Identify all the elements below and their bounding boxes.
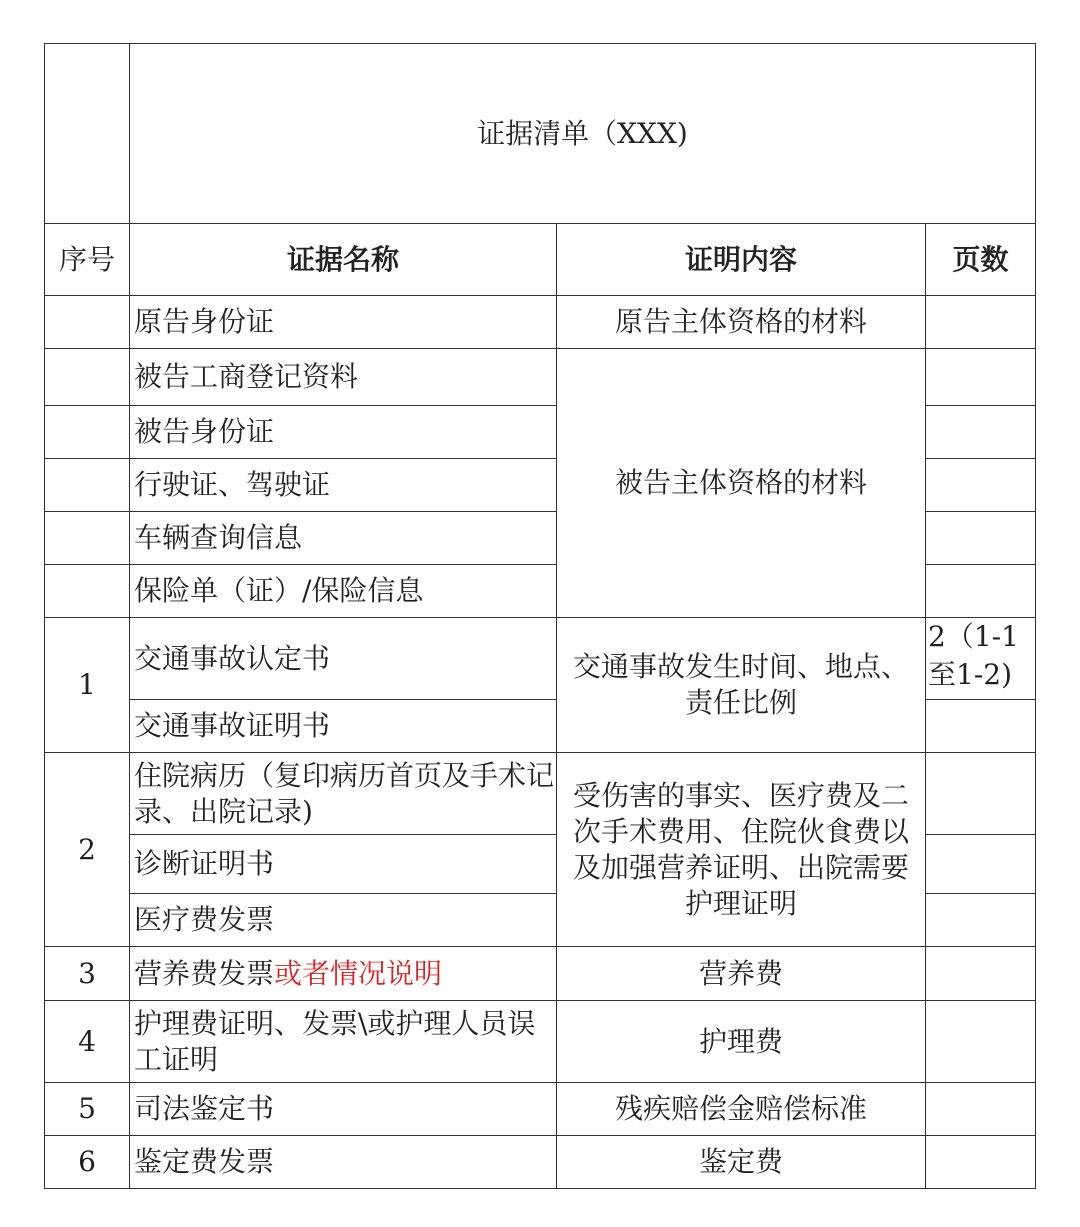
- evidence-name-highlight: 或者情况说明: [274, 956, 443, 990]
- pages-cell: [926, 565, 1036, 618]
- evidence-content: 鉴定费: [557, 1136, 926, 1189]
- header-pages: 页数: [926, 224, 1036, 296]
- pages-cell: [926, 406, 1036, 459]
- evidence-content: 营养费: [557, 947, 926, 1001]
- row-no: 1: [45, 618, 130, 753]
- evidence-name: 车辆查询信息: [130, 512, 557, 565]
- header-name: 证据名称: [130, 224, 557, 296]
- pages-cell: [926, 512, 1036, 565]
- evidence-name: 原告身份证: [130, 296, 557, 349]
- corner-cell: [45, 44, 130, 224]
- row-no: [45, 459, 130, 512]
- row-no: [45, 296, 130, 349]
- header-no: 序号: [45, 224, 130, 296]
- evidence-name-main: 营养费发票: [134, 956, 275, 990]
- evidence-name: 交通事故证明书: [130, 700, 557, 753]
- pages-cell: [926, 835, 1036, 894]
- table-title: 证据清单（XXX): [130, 44, 1036, 224]
- row-no: 3: [45, 947, 130, 1001]
- row-no: 2: [45, 753, 130, 947]
- pages-cell: [926, 947, 1036, 1001]
- pages-cell: 2（1-1至1-2): [926, 618, 1036, 700]
- row-no: [45, 512, 130, 565]
- evidence-name: 鉴定费发票: [130, 1136, 557, 1189]
- pages-cell: [926, 1136, 1036, 1189]
- evidence-name: 司法鉴定书: [130, 1083, 557, 1136]
- evidence-content: 护理费: [557, 1001, 926, 1083]
- evidence-name: 住院病历（复印病历首页及手术记录、出院记录): [130, 753, 557, 835]
- row-no: 5: [45, 1083, 130, 1136]
- evidence-name: 被告工商登记资料: [130, 349, 557, 406]
- evidence-name: 保险单（证）/保险信息: [130, 565, 557, 618]
- evidence-name: [130, 947, 557, 1001]
- pages-cell: [926, 894, 1036, 947]
- evidence-name: 行驶证、驾驶证: [130, 459, 557, 512]
- row-no: [45, 565, 130, 618]
- row-no: [45, 349, 130, 406]
- evidence-name: 护理费证明、发票\或护理人员误工证明: [130, 1001, 557, 1083]
- row-no: 6: [45, 1136, 130, 1189]
- pages-cell: [926, 459, 1036, 512]
- pages-cell: [926, 753, 1036, 835]
- pages-cell: [926, 700, 1036, 753]
- evidence-content: 被告主体资格的材料: [557, 349, 926, 618]
- pages-cell: [926, 349, 1036, 406]
- row-no: [45, 406, 130, 459]
- evidence-content: 残疾赔偿金赔偿标准: [557, 1083, 926, 1136]
- header-content: 证明内容: [557, 224, 926, 296]
- evidence-name: 被告身份证: [130, 406, 557, 459]
- evidence-name: 交通事故认定书: [130, 618, 557, 700]
- evidence-name: 医疗费发票: [130, 894, 557, 947]
- evidence-content: 受伤害的事实、医疗费及二次手术费用、住院伙食费以及加强营养证明、出院需要护理证明: [557, 753, 926, 947]
- pages-cell: [926, 1001, 1036, 1083]
- row-no: 4: [45, 1001, 130, 1083]
- evidence-content: 交通事故发生时间、地点、责任比例: [557, 618, 926, 753]
- evidence-content: 原告主体资格的材料: [557, 296, 926, 349]
- pages-cell: [926, 1083, 1036, 1136]
- evidence-table: [44, 43, 1036, 1189]
- pages-cell: [926, 296, 1036, 349]
- evidence-name: 诊断证明书: [130, 835, 557, 894]
